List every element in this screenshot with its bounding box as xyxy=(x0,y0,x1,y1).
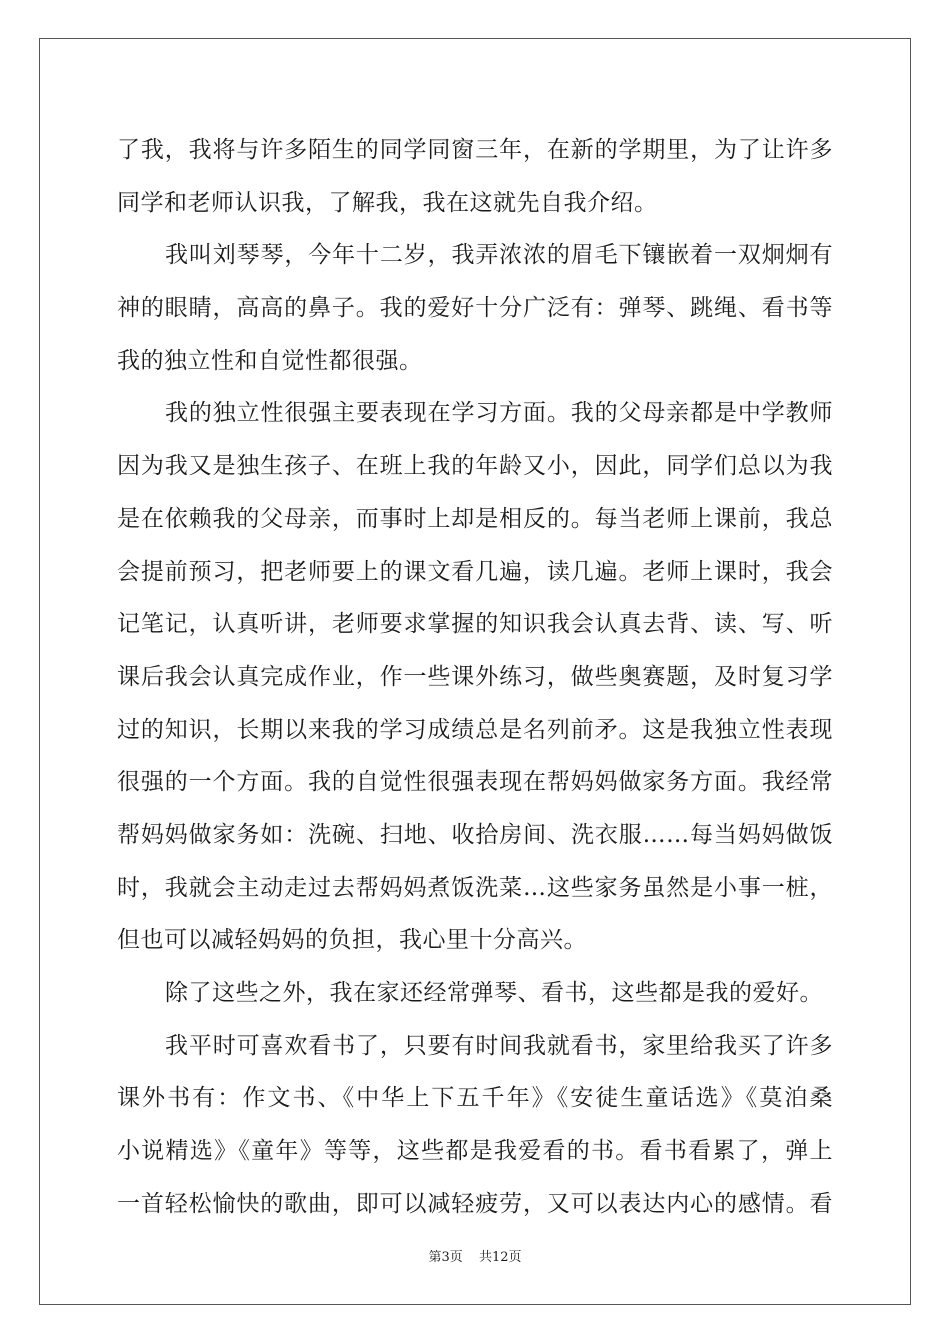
text-line: 但也可以减轻妈妈的负担，我心里十分高兴。 xyxy=(117,927,587,954)
text-line: 我平时可喜欢看书了，只要有时间我就看书，家里给我买了许多 xyxy=(165,1032,833,1059)
text-line: 我的独立性和自觉性都很强。 xyxy=(117,347,423,374)
text-line: 同学和老师认识我，了解我，我在这就先自我介绍。 xyxy=(117,189,658,216)
text-line: 过的知识，长期以来我的学习成绩总是名列前矛。这是我独立性表现 xyxy=(117,716,833,743)
text-line: 除了这些之外，我在家还经常弹琴、看书，这些都是我的爱好。 xyxy=(165,980,823,1006)
text-line: 帮妈妈做家务如：洗碗、扫地、收拾房间、洗衣服……每当妈妈做饭 xyxy=(117,821,833,848)
text-line: 是在依赖我的父母亲，而事时上却是相反的。每当老师上课前，我总 xyxy=(117,505,833,532)
document-body xyxy=(117,124,833,1230)
text-line: 很强的一个方面。我的自觉性很强表现在帮妈妈做家务方面。我经常 xyxy=(117,769,833,796)
text-line: 记笔记，认真听讲，老师要求掌握的知识我会认真去背、读、写、听 xyxy=(117,611,833,638)
text-line: 了我，我将与许多陌生的同学同窗三年，在新的学期里，为了让许多 xyxy=(117,137,833,163)
text-line: 小说精选》《童年》等等，这些都是我爱看的书。看书看累了，弹上 xyxy=(117,1138,833,1165)
text-line: 一首轻松愉快的歌曲，即可以减轻疲劳，又可以表达内心的感情。看 xyxy=(117,1190,833,1217)
text-line: 课外书有：作文书、《中华上下五千年》《安徒生童话选》《莫泊桑 xyxy=(117,1085,833,1112)
text-line: 神的眼睛，高高的鼻子。我的爱好十分广泛有：弹琴、跳绳、看书等 xyxy=(117,295,833,322)
text-line: 课后我会认真完成作业，作一些课外练习，做些奥赛题，及时复习学 xyxy=(117,663,833,690)
page-total: 共12页 xyxy=(478,1250,522,1265)
page-number: 第3页 xyxy=(428,1250,463,1265)
text-line: 会提前预习，把老师要上的课文看几遍，读几遍。老师上课时，我会 xyxy=(117,558,833,585)
text-line: 我的独立性很强主要表现在学习方面。我的父母亲都是中学教师 xyxy=(165,400,833,427)
text-line: 我叫刘琴琴，今年十二岁，我弄浓浓的眉毛下镶嵌着一双炯炯有 xyxy=(165,242,833,269)
text-line: 时，我就会主动走过去帮妈妈煮饭洗菜…这些家务虽然是小事一桩， xyxy=(117,874,833,901)
text-line: 因为我又是独生孩子、在班上我的年龄又小，因此，同学们总以为我 xyxy=(117,453,833,480)
page-footer xyxy=(0,1246,950,1265)
